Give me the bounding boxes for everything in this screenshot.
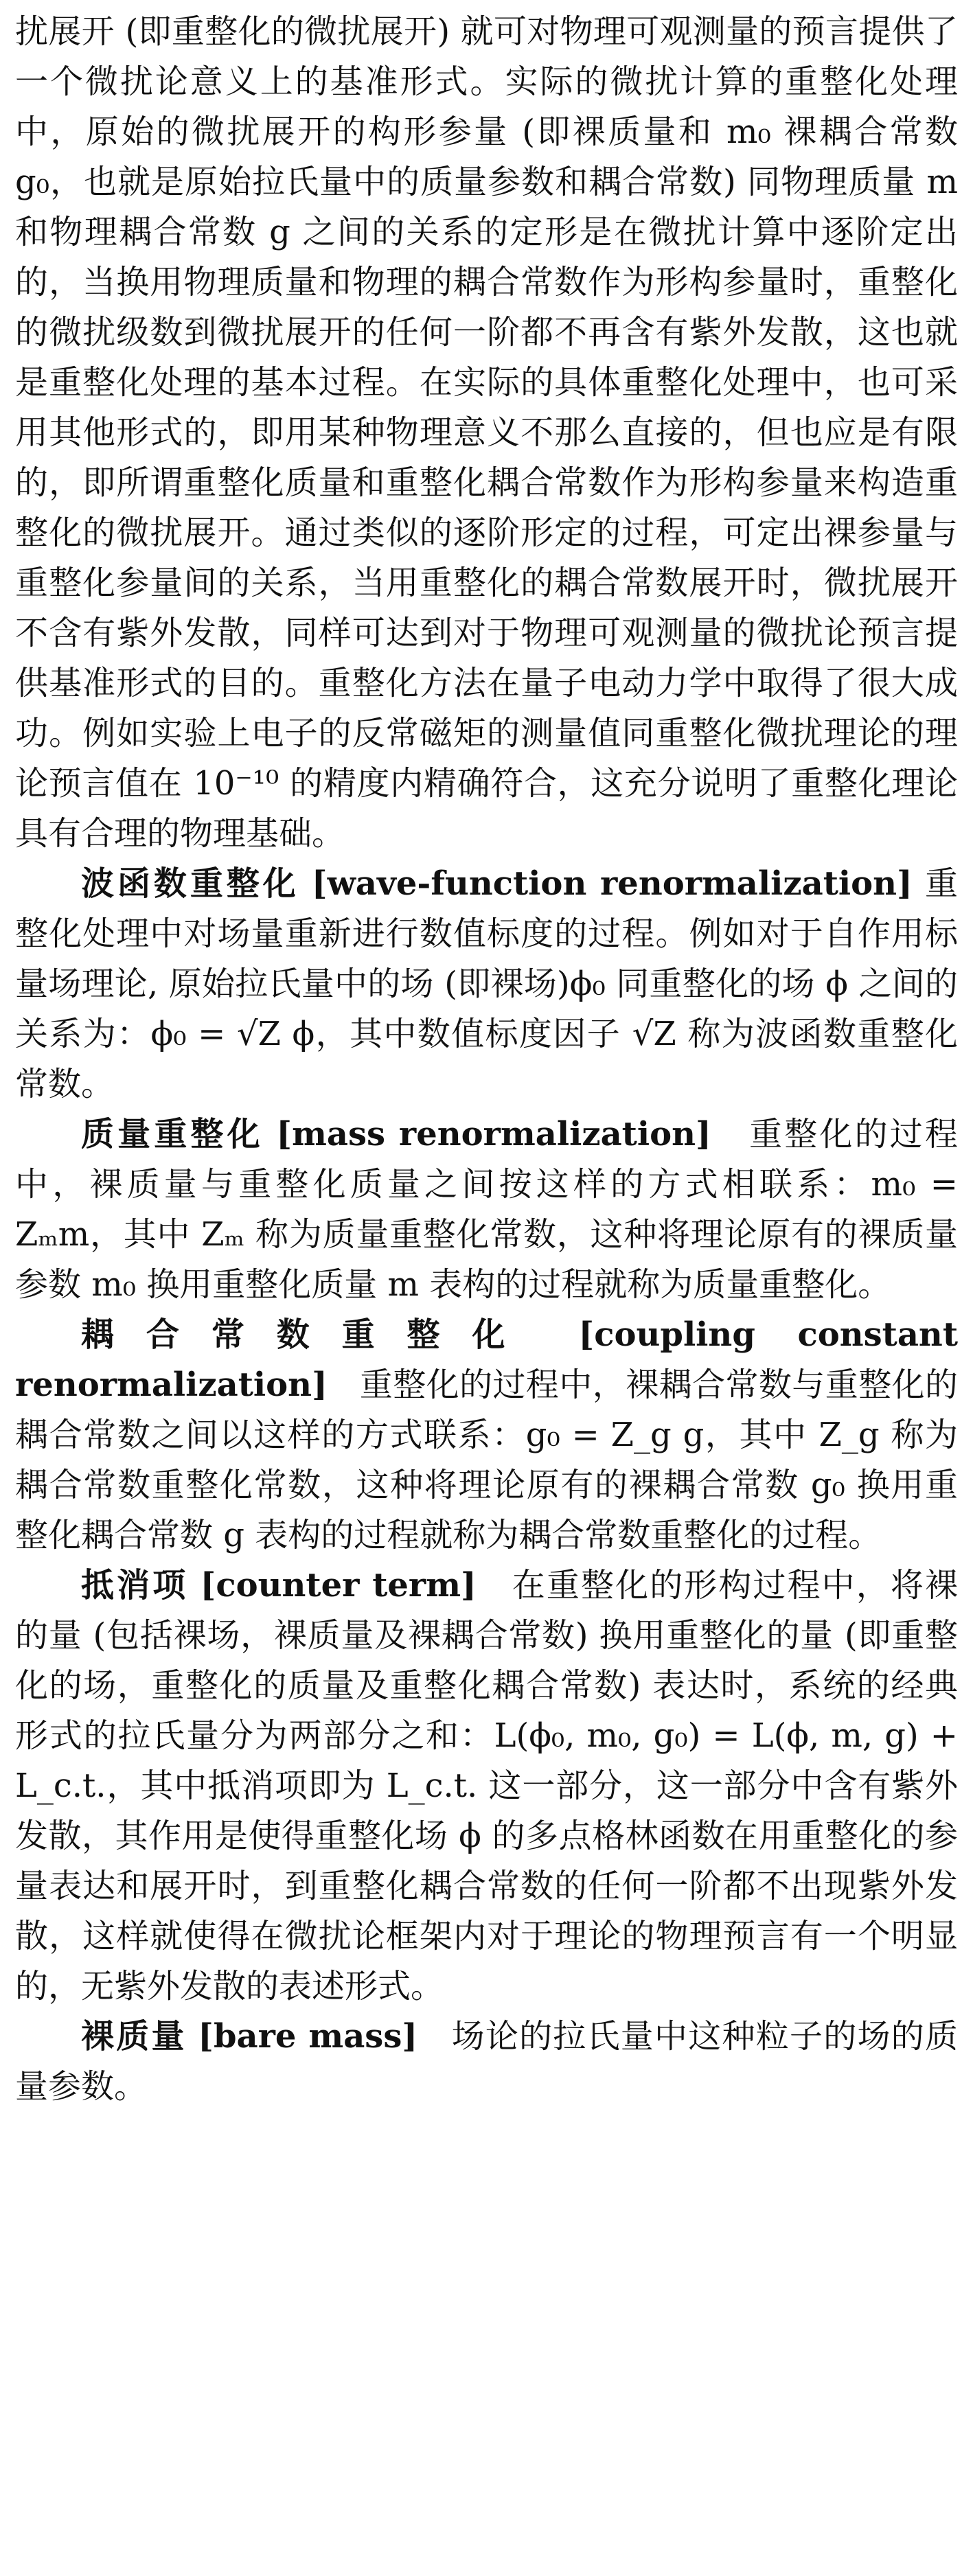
intro-paragraph: 扰展开 (即重整化的微扰展开) 就可对物理可观测量的预言提供了一个微扰论意义上的基准形式。实际的微扰计算的重整化处理中，原始的微扰展开的构形参量 (即裸质量和 m₀ 裸耦合常数 g₀，也就是原始拉氏量中的质量参数和耦合常数) 同物理质量 m 和物理耦合常数 g 之间的关系的定形是在微扰计算中逐阶定出的，当换用物理质量和物理的耦合常数作为形构参量时，重整化的微扰级数到微扰展开的任何一阶都不再含有紫外发散，这也就是重整化处理的基本过程。在实际的具体重整化处理中，也可采用其他形式的，即用某种物理意义不那么直接的，但也应是有限的，即所谓重整化质量和重整化耦合常数作为形构参量来构造重整化的微扰展开。通过类似的逐阶形定的过程，可定出裸参量与重整化参量间的关系，当用重整化的耦合常数展开时，微扰展开不含有紫外发散，同样可达到对于物理可观测量的微扰论预言提供基准形式的目的。重整化方法在量子电动力学中取得了很大成功。例如实验上电子的反常磁矩的测量值同重整化微扰理论的理论预言值在 10⁻¹⁰ 的精度内精确符合，这充分说明了重整化理论具有合理的物理基础。 <box>15 12 958 853</box>
entry-term: 耦合常数重整化 <box>81 1315 538 1354</box>
entry-english-term: [coupling constant renormalization] <box>15 1315 958 1404</box>
entry-definition: 在重整化的形构过程中，将裸的量 (包括裸场，裸质量及裸耦合常数) 换用重整化的量 (即重整化的场，重整化的质量及重整化耦合常数) 表达时，系统的经典形式的拉氏量分为两部分之和：L(ϕ₀, m₀, g₀) = L(ϕ, m, g) + L_c.t.，其中抵消项即为 L_c.t. 这一部分，这一部分中含有紫外发散，其作用是使得重整化场 ϕ 的多点格林函数在用重整化的参量表达和展开时，到重整化耦合常数的任何一阶都不出现紫外发散，这样就使得在微扰论框架内对于理论的物理预言有一个明显的，无紫外发散的表述形式。 <box>15 1566 958 2005</box>
entry-term: 抵消项 <box>81 1566 189 1605</box>
entry-definition: 场论的拉氏量中这种粒子的场的质量参数。 <box>15 2017 958 2106</box>
entry-term: 裸质量 <box>81 2017 187 2056</box>
entry-term: 波函数重整化 <box>81 864 299 903</box>
entry-english-term: [bare mass] <box>198 2017 418 2056</box>
entry-definition: 重整化处理中对场量重新进行数值标度的过程。例如对于自作用标量场理论, 原始拉氏量中的场 (即裸场)ϕ₀ 同重整化的场 ϕ 之间的关系为：ϕ₀ = √Z ϕ，其中数值标度因子 √Z 称为波函数重整化常数。 <box>15 864 958 1103</box>
entry-english-term: [mass renormalization] <box>276 1115 711 1153</box>
entry-english-term: [counter term] <box>200 1566 477 1605</box>
entry-mass-renormalization <box>15 1109 958 1310</box>
entry-definition: 重整化的过程中，裸耦合常数与重整化的耦合常数之间以这样的方式联系：g₀ = Z_g g，其中 Z_g 称为耦合常数重整化常数，这种将理论原有的裸耦合常数 g₀ 换用重整化耦合常数 g 表构的过程就称为耦合常数重整化的过程。 <box>15 1366 958 1554</box>
entry-coupling-constant-renormalization <box>15 1310 958 1561</box>
entry-english-term: [wave-function renormalization] <box>311 864 913 903</box>
entry-wave-function-renormalization <box>15 859 958 1109</box>
entry-counter-term <box>15 1561 958 2012</box>
entry-definition: 重整化的过程中，裸质量与重整化质量之间按这样的方式相联系：m₀ = Zₘm，其中 Zₘ 称为质量重整化常数，这种将理论原有的裸质量参数 m₀ 换用重整化质量 m 表构的过程就称为质量重整化。 <box>15 1115 958 1304</box>
entry-bare-mass <box>15 2012 958 2112</box>
entry-term: 质量重整化 <box>81 1115 264 1153</box>
